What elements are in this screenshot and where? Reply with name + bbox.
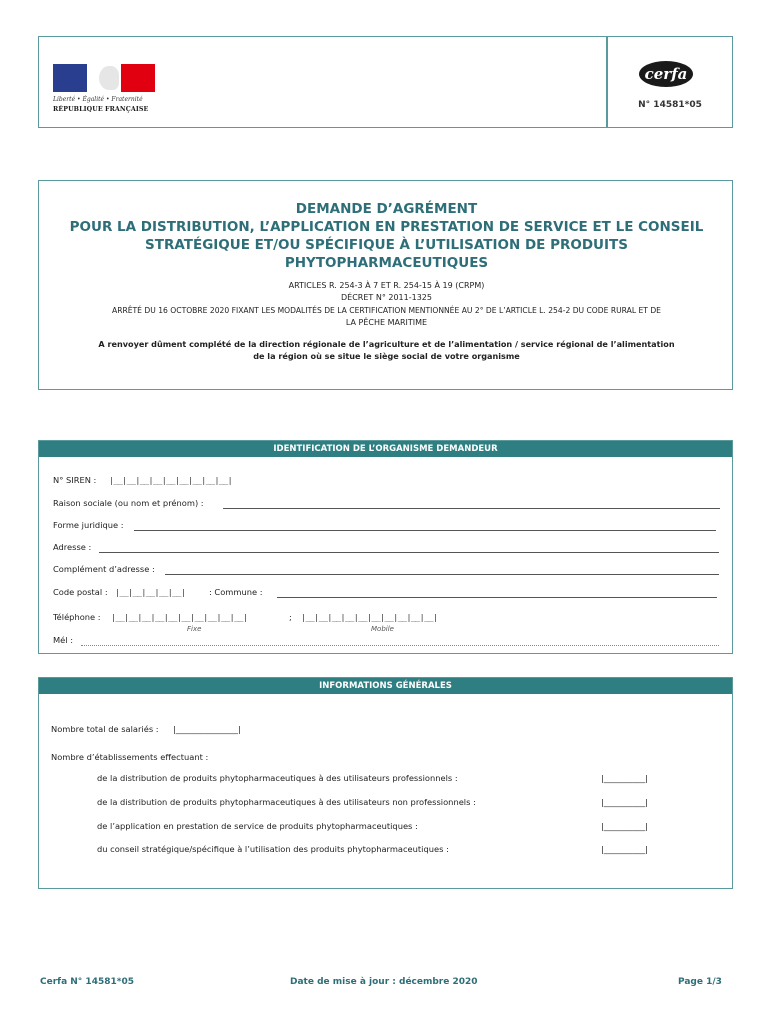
title-line-2: POUR LA DISTRIBUTION, L’APPLICATION EN PRESTATION DE SERVICE ET LE CONSEIL <box>69 219 704 235</box>
renvoi-instruction-2: de la région où se situe le siège social de votre organisme <box>253 351 520 361</box>
siren-input[interactable]: |__|__|__|__|__|__|__|__|__| <box>109 475 233 485</box>
logo-republique: RÉPUBLIQUE FRANÇAISE <box>53 106 149 113</box>
arrete-reference-1: ARRÊTÉ DU 16 OCTOBRE 2020 FIXANT LES MODALITÉS DE LA CERTIFICATION MENTIONNÉE AU 2° DE L’ARTICLE L. 254-2 DU CODE RURAL ET DE <box>112 306 661 315</box>
etab-application-label: de l’application en prestation de service de produits phytopharmaceutiques : <box>97 821 418 831</box>
title-box <box>38 180 733 390</box>
forme-juridique-input[interactable] <box>134 530 716 531</box>
title-line-1: DEMANDE D’AGRÉMENT <box>295 201 478 217</box>
marianne-icon <box>99 66 119 90</box>
renvoi-instruction-1: A renvoyer dûment complété de la direction régionale de l’agriculture et de l’alimentation / service régional de l’alimentation <box>98 339 675 349</box>
identification-heading: IDENTIFICATION DE L’ORGANISME DEMANDEUR <box>39 441 732 457</box>
adresse-input[interactable] <box>99 552 719 553</box>
code-postal-label: Code postal : <box>53 587 108 597</box>
telephone-fixe-input[interactable]: |__|__|__|__|__|__|__|__|__|__| <box>111 612 248 622</box>
etablissements-label: Nombre d’établissements effectuant : <box>51 752 209 762</box>
commune-input[interactable] <box>277 597 717 598</box>
informations-generales-section <box>38 677 733 889</box>
siren-label: N° SIREN : <box>53 475 97 485</box>
etab-distribution-nonpro-input[interactable]: |__________| <box>601 797 649 807</box>
salaries-label: Nombre total de salariés : <box>51 724 159 734</box>
mel-input[interactable] <box>81 645 719 646</box>
arrete-reference-2: LA PÊCHE MARITIME <box>345 318 428 327</box>
articles-reference: ARTICLES R. 254-3 À 7 ET R. 254-15 À 19 (CRPM) <box>288 281 485 290</box>
etab-conseil-label: du conseil stratégique/spécifique à l’utilisation des produits phytopharmaceutiques : <box>97 844 449 854</box>
decret-reference: DÉCRET N° 2011-1325 <box>341 293 432 302</box>
cerfa-logo <box>638 60 694 88</box>
identification-section <box>38 440 733 654</box>
commune-label: : Commune : <box>209 587 263 597</box>
republique-francaise-logo <box>53 62 157 122</box>
title-line-4: PHYTOPHARMACEUTIQUES <box>284 255 489 271</box>
fixe-caption: Fixe <box>187 625 202 633</box>
salaries-input[interactable]: |_______________| <box>173 724 241 734</box>
etab-distribution-pro-label: de la distribution de produits phytopharmaceutiques à des utilisateurs professionnels : <box>97 773 458 783</box>
complement-adresse-input[interactable] <box>165 574 719 575</box>
raison-sociale-label: Raison sociale (ou nom et prénom) : <box>53 498 204 508</box>
etab-distribution-pro-input[interactable]: |__________| <box>601 773 649 783</box>
footer-cerfa-number: Cerfa N° 14581*05 <box>40 977 134 987</box>
etab-distribution-nonpro-label: de la distribution de produits phytopharmaceutiques à des utilisateurs non professionnels : <box>97 797 476 807</box>
telephone-separator: ; <box>289 612 292 622</box>
telephone-label: Téléphone : <box>53 612 101 622</box>
complement-adresse-label: Complément d’adresse : <box>53 564 155 574</box>
cerfa-logo-text: cerfa <box>644 65 688 83</box>
cerfa-number: N° 14581*05 <box>638 100 702 110</box>
flag-red <box>121 64 155 92</box>
logo-motto: Liberté • Égalité • Fraternité <box>53 96 143 103</box>
etab-conseil-input[interactable]: |__________| <box>601 844 649 854</box>
header-divider <box>606 36 608 128</box>
title-line-3: STRATÉGIQUE ET/OU SPÉCIFIQUE À L’UTILISATION DE PRODUITS <box>145 237 628 253</box>
etab-application-input[interactable]: |__________| <box>601 821 649 831</box>
forme-juridique-label: Forme juridique : <box>53 520 124 530</box>
raison-sociale-input[interactable] <box>223 508 720 509</box>
adresse-label: Adresse : <box>53 542 92 552</box>
code-postal-input[interactable]: |__|__|__|__|__| <box>115 587 186 597</box>
informations-generales-heading: INFORMATIONS GÉNÉRALES <box>39 678 732 694</box>
flag-blue <box>53 64 87 92</box>
mel-label: Mél : <box>53 635 74 645</box>
telephone-mobile-input[interactable]: |__|__|__|__|__|__|__|__|__|__| <box>301 612 438 622</box>
mobile-caption: Mobile <box>371 625 394 633</box>
footer-page-number: Page 1/3 <box>678 977 722 987</box>
footer-update-date: Date de mise à jour : décembre 2020 <box>290 977 478 987</box>
